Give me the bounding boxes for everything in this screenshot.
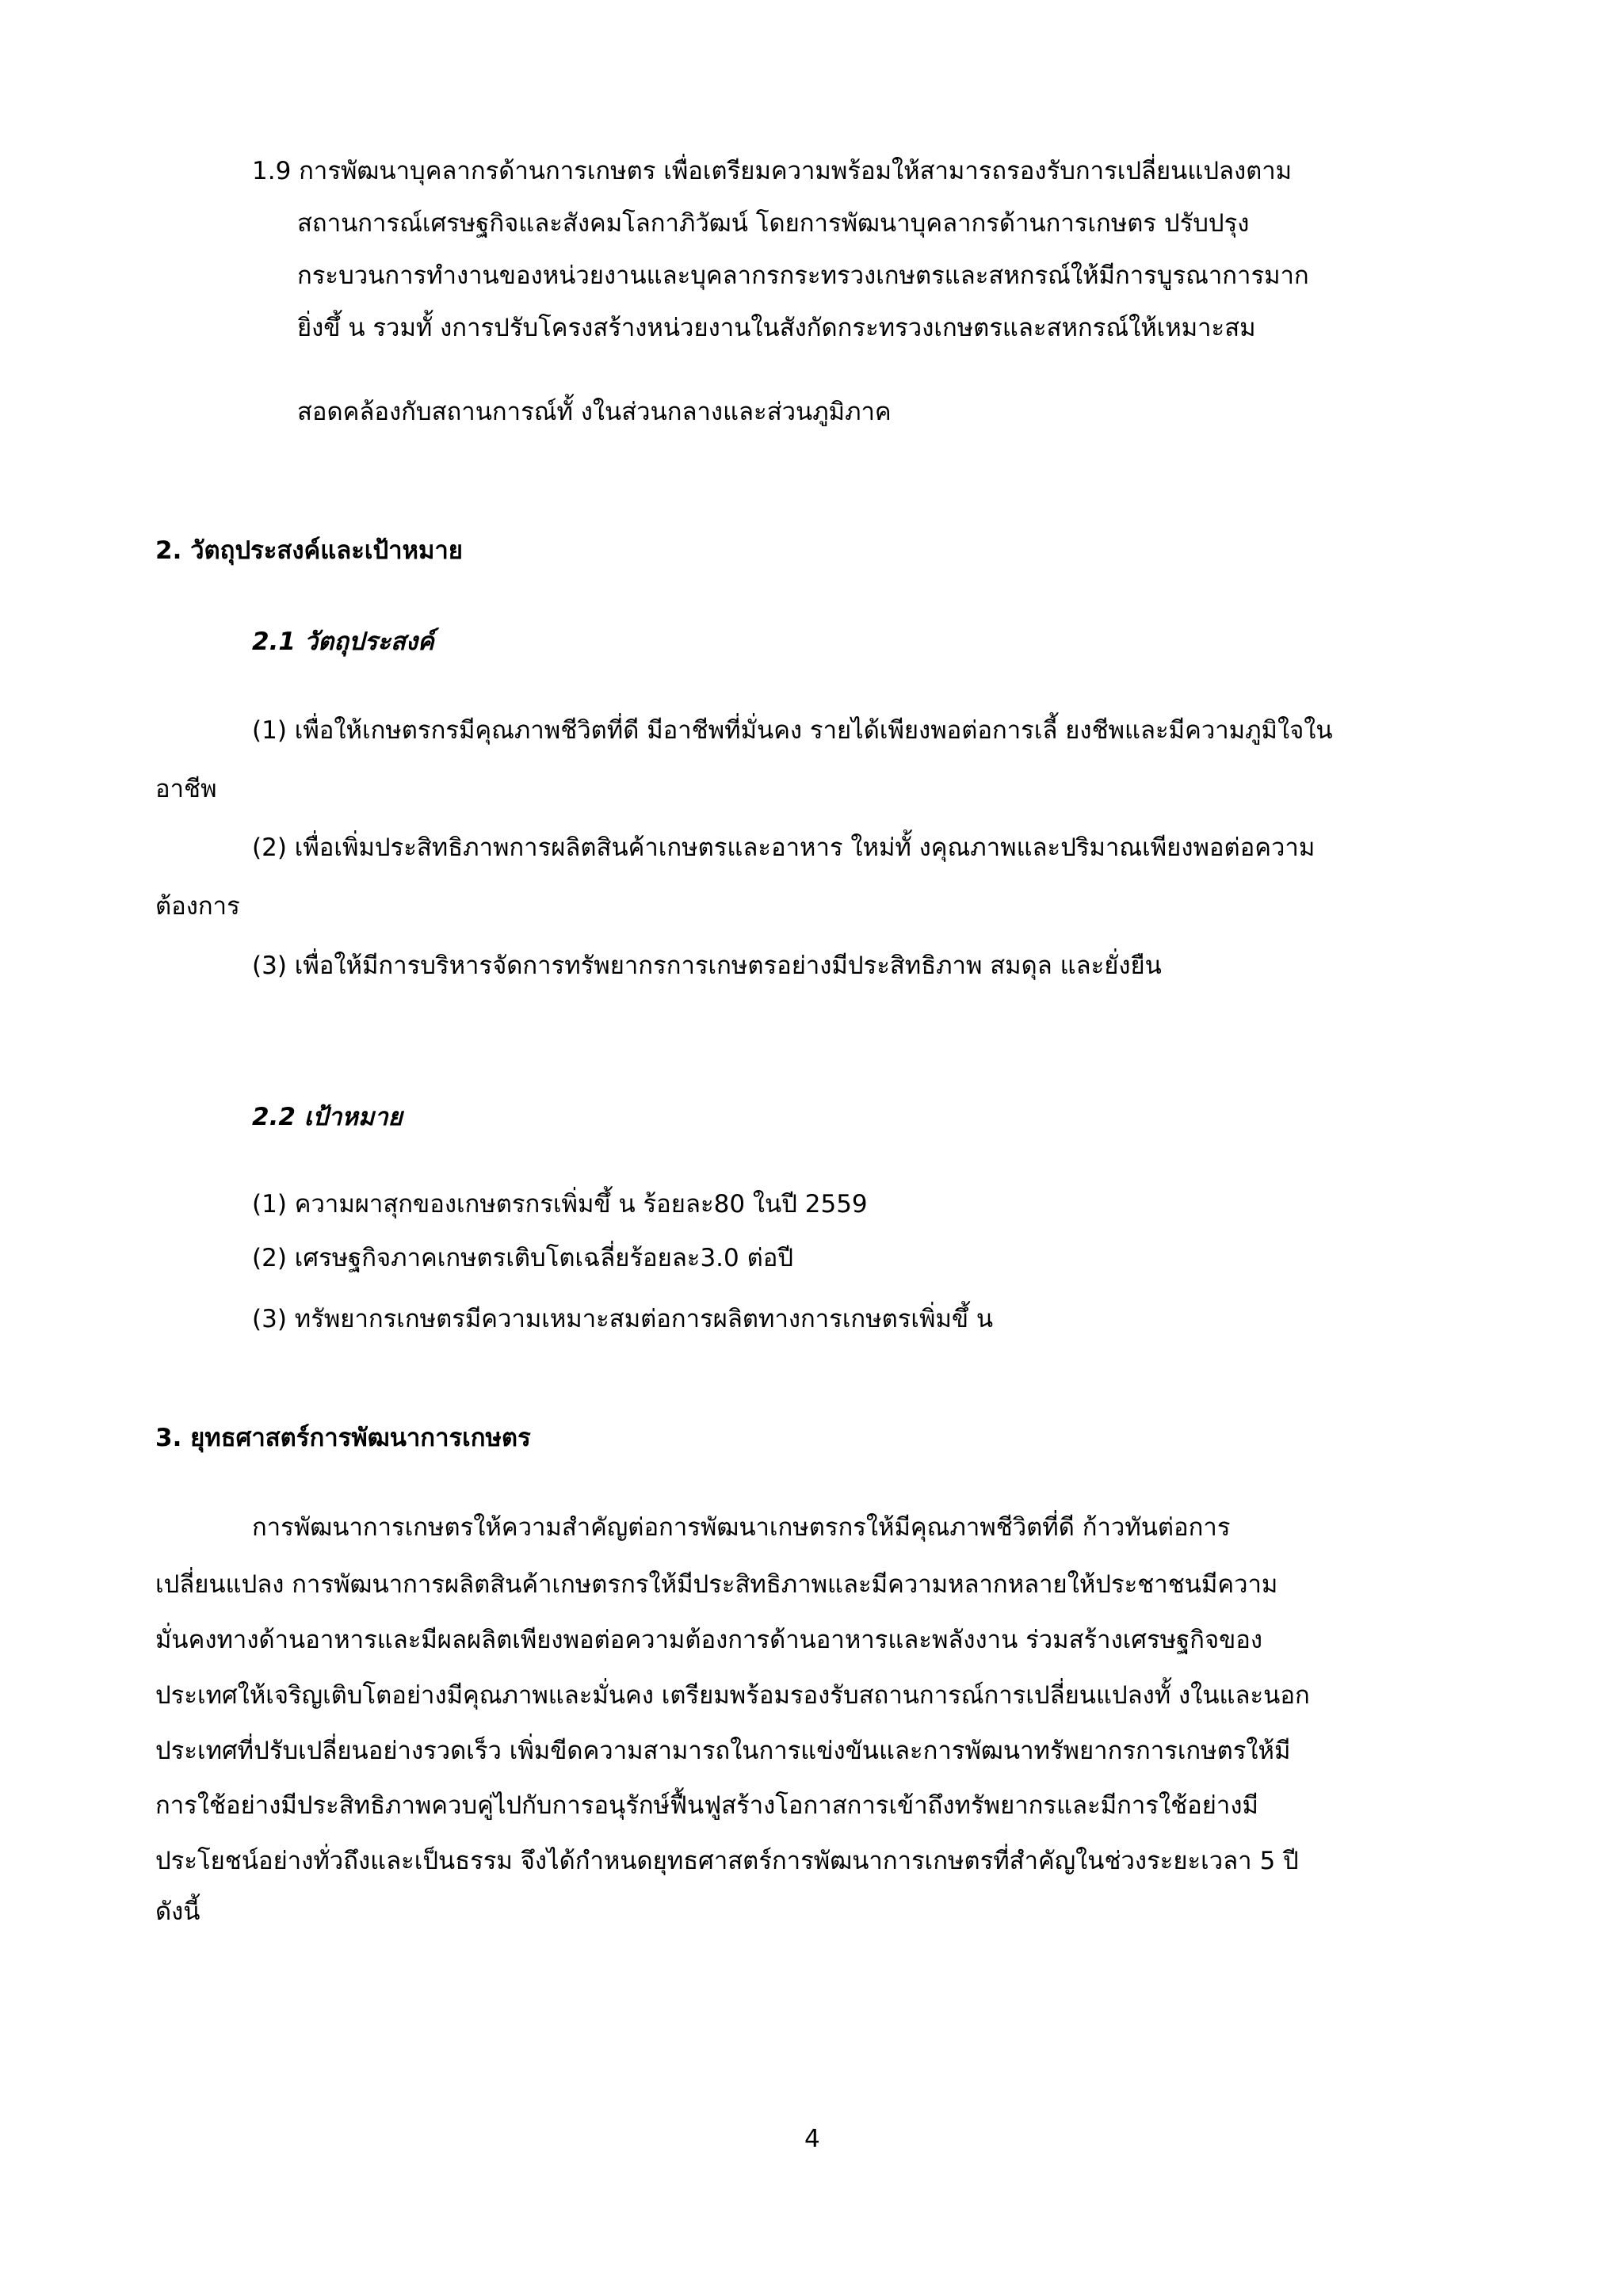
section-3-line-2: เปลี่ยนแปลง การพัฒนาการผลิตสินค้าเกษตรกรให้มีประสิทธิภาพและมีความหลากหลายให้ประชาชนมีความ <box>155 1570 1278 1599</box>
section-3-heading: 3. ยุทธศาสตร์การพัฒนาการเกษตร <box>155 1424 531 1452</box>
objective-1-line-1: (1) เพื่อให้เกษตรกรมีคุณภาพชีวิตที่ดี มีอาชีพที่มั่นคง รายได้เพียงพอต่อการเลี้ ยงชีพและมีความภูมิใจใน <box>252 716 1333 745</box>
section-3-line-3: มั่นคงทางด้านอาหารและมีผลผลิตเพียงพอต่อความต้องการด้านอาหารและพลังงาน ร่วมสร้างเศรษฐกิจของ <box>155 1626 1263 1654</box>
objective-3: (3) เพื่อให้มีการบริหารจัดการทรัพยากรการเกษตรอย่างมีประสิทธิภาพ สมดุล และยั่งยืน <box>252 952 1162 980</box>
section-3-line-4: ประเทศให้เจริญเติบโตอย่างมีคุณภาพและมั่นคง เตรียมพร้อมรองรับสถานการณ์การเปลี่ยนแปลงทั้ งในและนอก <box>155 1681 1310 1710</box>
section-3-line-5: ประเทศที่ปรับเปลี่ยนอย่างรวดเร็ว เพิ่มขีดความสามารถในการแข่งขันและการพัฒนาทรัพยากรการเกษตรให้มี <box>155 1737 1291 1765</box>
section-2-heading: 2. วัตถุประสงค์และเป้าหมาย <box>155 536 463 565</box>
section-1-9-line-4: ยิ่งขึ้ น รวมทั้ งการปรับโครงสร้างหน่วยงานในสังกัดกระทรวงเกษตรและสหกรณ์ให้เหมาะสม <box>297 314 1256 342</box>
target-1: (1) ความผาสุกของเกษตรกรเพิ่มขึ้ น ร้อยละ80 ในปี 2559 <box>252 1190 868 1219</box>
target-2: (2) เศรษฐกิจภาคเกษตรเติบโตเฉลี่ยร้อยละ3.0 ต่อปี <box>252 1244 794 1272</box>
section-3-line-7: ประโยชน์อย่างทั่วถึงและเป็นธรรม จึงได้กำหนดยุทธศาสตร์การพัฒนาการเกษตรที่สำคัญในช่วงระยะเวลา 5 ปี <box>155 1847 1299 1875</box>
target-3: (3) ทรัพยากรเกษตรมีความเหมาะสมต่อการผลิตทางการเกษตรเพิ่มขึ้ น <box>252 1305 994 1333</box>
section-2-1-subheading: 2.1 วัตถุประสงค์ <box>252 627 434 656</box>
section-3-line-8: ดังนี้ <box>155 1897 200 1926</box>
section-3-line-1: การพัฒนาการเกษตรให้ความสำคัญต่อการพัฒนาเกษตรกรให้มีคุณภาพชีวิตที่ดี ก้าวทันต่อการ <box>252 1513 1231 1542</box>
section-3-line-6: การใช้อย่างมีประสิทธิภาพควบคู่ไปกับการอนุรักษ์ฟื้นฟูสร้างโอกาสการเข้าถึงทรัพยากรและมีการใช้อย่างมี <box>155 1791 1258 1820</box>
section-1-9-line-1: 1.9 การพัฒนาบุคลากรด้านการเกษตร เพื่อเตรียมความพร้อมให้สามารถรองรับการเปลี่ยนแปลงตาม <box>252 157 1293 185</box>
section-2-2-subheading: 2.2 เป้าหมาย <box>252 1103 403 1131</box>
objective-1-line-2: อาชีพ <box>155 775 217 803</box>
section-1-9-line-3: กระบวนการทำงานของหน่วยงานและบุคลากรกระทรวงเกษตรและสหกรณ์ให้มีการบูรณาการมาก <box>297 261 1309 290</box>
page-number: 4 <box>804 2125 820 2153</box>
objective-2-line-1: (2) เพื่อเพิ่มประสิทธิภาพการผลิตสินค้าเกษตรและอาหาร ใหม่ทั้ งคุณภาพและปริมาณเพียงพอต่อความ <box>252 833 1316 862</box>
objective-2-line-2: ต้องการ <box>155 892 240 921</box>
section-1-9-line-5: สอดคล้องกับสถานการณ์ทั้ งในส่วนกลางและส่วนภูมิภาค <box>297 398 892 426</box>
section-1-9-line-2: สถานการณ์เศรษฐกิจและสังคมโลกาภิวัฒน์ โดยการพัฒนาบุคลากรด้านการเกษตร ปรับปรุง <box>297 209 1250 238</box>
